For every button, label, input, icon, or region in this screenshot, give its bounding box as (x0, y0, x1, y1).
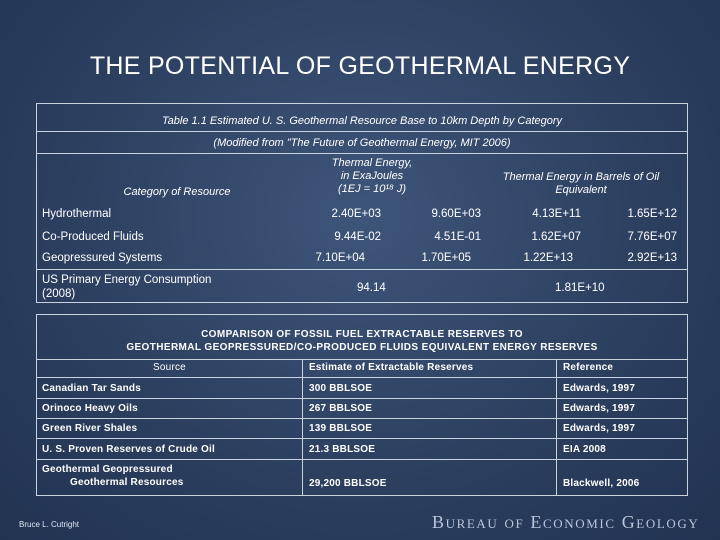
row-boe-low: 1.62E+07 (531, 231, 581, 243)
consumption-label (42, 273, 211, 301)
fossil-fuel-comparison-table (36, 314, 688, 496)
row-reference: EIA 2008 (563, 444, 606, 455)
row-reference: Edwards, 1997 (563, 383, 636, 394)
table2-divider (37, 438, 687, 439)
table2-column-divider (556, 359, 557, 495)
consumption-boe: 1.81E+10 (555, 282, 605, 294)
header-barrels-equivalent: Thermal Energy in Barrels of Oil Equivalent (502, 171, 660, 196)
table2-divider (37, 418, 687, 419)
row-category: Hydrothermal (42, 208, 112, 220)
row-ej-low: 2.40E+03 (331, 208, 381, 220)
geothermal-estimate: 29,200 BBLSOE (309, 478, 387, 489)
bureau-logo (432, 512, 699, 533)
consumption-label-line2: (2008) (42, 288, 76, 300)
consumption-ej: 94.14 (357, 282, 386, 294)
row-boe-low: 4.13E+11 (532, 208, 581, 220)
row-source: Orinoco Heavy Oils (42, 403, 138, 414)
table2-caption-line2: GEOTHERMAL GEOPRESSURED/CO-PRODUCED FLUIDS EQUIVALENT ENERGY RESERVES (126, 342, 598, 353)
row-ej-high: 4.51E-01 (434, 231, 481, 243)
table1-caption-line2: (Modified from "The Future of Geothermal Energy, MIT 2006) (213, 137, 511, 149)
header-estimate: Estimate of Extractable Reserves (309, 362, 474, 373)
table2-divider (37, 359, 687, 360)
row-boe-high: 7.76E+07 (627, 231, 677, 243)
row-ej-high: 1.70E+05 (421, 252, 471, 264)
table2-divider (37, 398, 687, 399)
header-source: Source (153, 362, 186, 373)
row-reference: Edwards, 1997 (563, 403, 636, 414)
geothermal-reference: Blackwell, 2006 (563, 478, 640, 489)
row-estimate: 267 BBLSOE (309, 403, 373, 414)
geothermal-resource-table (36, 103, 688, 303)
row-source: Canadian Tar Sands (42, 383, 141, 394)
author-credit: Bruce L. Cutright (19, 520, 80, 529)
consumption-label-line1: US Primary Energy Consumption (42, 274, 212, 286)
row-category: Co-Produced Fluids (42, 231, 144, 243)
table1-caption-line1: Table 1.1 Estimated U. S. Geothermal Resource Base to 10km Depth by Category (161, 115, 563, 127)
header-reference: Reference (563, 362, 614, 373)
row-boe-low: 1.22E+13 (523, 252, 573, 264)
table2-divider (37, 377, 687, 378)
row-ej-low: 7.10E+04 (315, 252, 365, 264)
bureau-logo-text: Bureau of Economic Geology (432, 512, 700, 532)
table2-caption-line1: COMPARISON OF FOSSIL FUEL EXTRACTABLE RESERVES TO (201, 329, 523, 340)
table2-column-divider (302, 359, 303, 495)
header-thermal-line3: (1EJ = 10¹⁸ J) (337, 183, 407, 195)
row-ej-low: 9.44E-02 (334, 231, 381, 243)
row-source: U. S. Proven Reserves of Crude Oil (42, 444, 215, 455)
row-category: Geopressured Systems (42, 252, 163, 264)
header-thermal-energy (297, 157, 447, 196)
table1-divider (37, 153, 687, 154)
geothermal-source-line1: Geothermal Geopressured (42, 464, 173, 475)
geothermal-source (42, 463, 184, 489)
header-category: Category of Resource (123, 186, 231, 198)
row-boe-high: 2.92E+13 (627, 252, 677, 264)
header-thermal-line1: Thermal Energy, (331, 157, 413, 169)
table1-divider (37, 269, 687, 270)
row-boe-high: 1.65E+12 (627, 208, 677, 220)
slide-title: THE POTENTIAL OF GEOTHERMAL ENERGY (89, 52, 631, 80)
geothermal-source-line2: Geothermal Resources (70, 477, 184, 488)
row-estimate: 21.3 BBLSOE (309, 444, 376, 455)
table2-divider (37, 459, 687, 460)
header-thermal-line2: in ExaJoules (340, 170, 404, 182)
row-source: Green River Shales (42, 423, 138, 434)
table1-divider (37, 131, 687, 132)
row-estimate: 300 BBLSOE (309, 383, 373, 394)
row-estimate: 139 BBLSOE (309, 423, 373, 434)
row-reference: Edwards, 1997 (563, 423, 636, 434)
row-ej-high: 9.60E+03 (431, 208, 481, 220)
